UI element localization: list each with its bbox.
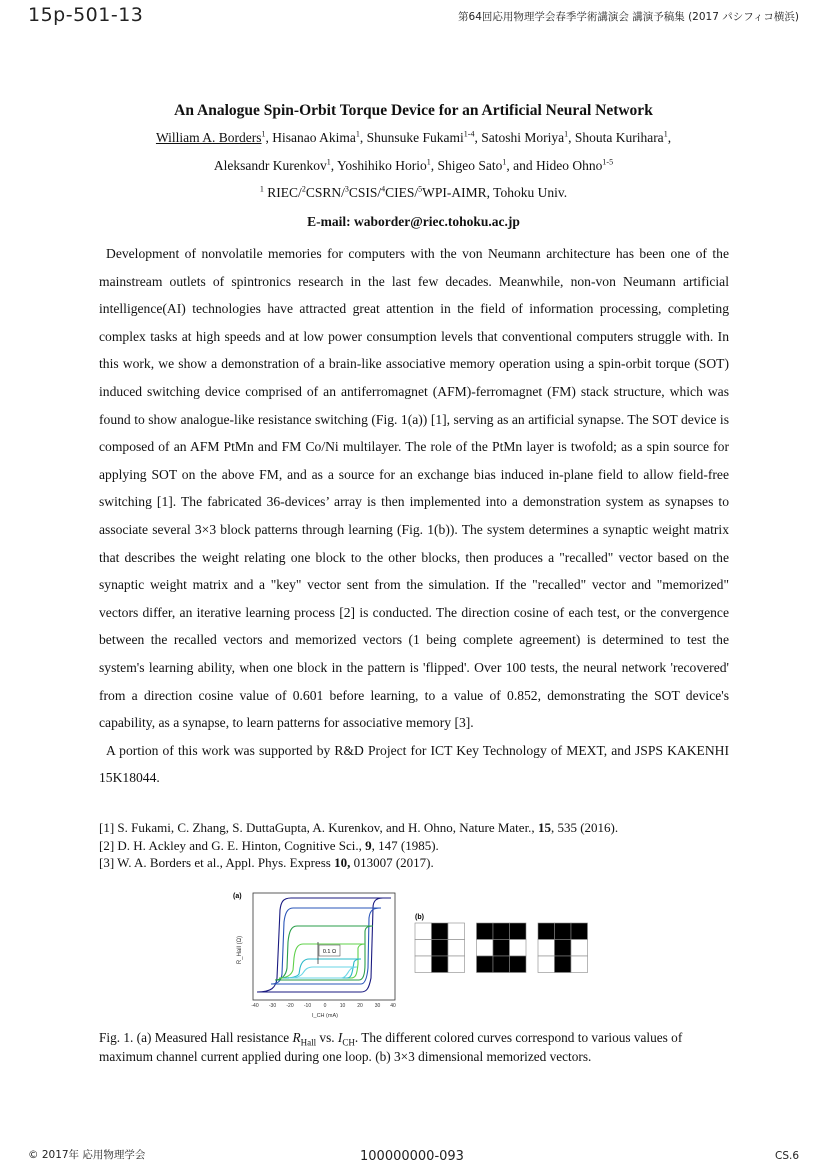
pattern-cell xyxy=(555,923,572,940)
x-tick-label: 20 xyxy=(357,1003,363,1009)
pattern-cell xyxy=(432,923,449,940)
pattern-cell xyxy=(555,940,572,957)
x-tick-label: 10 xyxy=(339,1003,346,1009)
pattern-cell xyxy=(510,956,527,973)
author-name: Aleksandr Kurenkov xyxy=(213,158,327,173)
pattern-cell xyxy=(493,923,510,940)
author-name: Hisanao Akima xyxy=(272,130,356,145)
x-tick-label: 0 xyxy=(323,1003,327,1009)
reference-item: [3] W. A. Borders et al., Appl. Phys. Express 10, 013007 (2017). xyxy=(99,855,434,870)
abstract-paragraph: Development of nonvolatile memories for computers with the von Neumann architecture has been one of the mainstream outlets of spintronics research in the last few decades. Meanwhile, non-von Neumann artificial intelligence(AI) technologies have attracted great attention in the field of information processing, completing complex tasks at high speeds and at low power consumption levels that conventional computers struggle with. In this work, we show a demonstration of a brain-like associative memory operation using a spin-orbit torque (SOT) induced switching device comprised of an antiferromagnet (AFM)-ferromagnet (FM) stack structure, which was found to show analogue-like resistance switching (Fig. 1(a)) [1], serving as an artificial synapse. The SOT device is composed of an AFM PtMn and FM Co/Ni multilayer. The role of the PtMn layer is twofold; as a spin source for applying SOT on the above FM, and as a source for an exchange bias induced in-plane field to allow field-free switching [1]. The fabricated 36-devices’ array is then implemented into a demonstration system as synapses to associate several 3×3 block patterns through learning (Fig. 1(b)). The system determines a synaptic weight matrix that describes the weight relating one block to the other blocks, then produces a "recalled" vector based on the synaptic weight matrix and a "key" vector sent from the simulation. If the "recalled" vector and "memorized" vectors differ, an iterative learning process [2] is conducted. The direction cosine of each test, or the convergence between the recalled vectors and memorized vectors (1 being complete agreement) is determined to test the system's learning ability, when one block in the pattern is 'flipped'. Over 100 tests, the neural network 'recovered' from a direction cosine value of 0.601 before learning, to a value of 0.852, demonstrating the SOT device's capability, as a synapse, to learn patterns for associative memory [3]. xyxy=(99,246,729,731)
abstract-body xyxy=(99,240,729,792)
author-affiliation: 1 xyxy=(326,157,331,167)
x-tick-label: -10 xyxy=(303,1003,312,1009)
affiliation-number: 3 xyxy=(344,184,349,194)
reference-item: [2] D. H. Ackley and G. E. Hinton, Cognitive Sci., 9, 147 (1985). xyxy=(99,837,439,853)
affiliation-number: 4 xyxy=(381,184,386,194)
session-code: 15p-501-13 xyxy=(28,4,144,26)
scale-annotation: 0.1 Ω xyxy=(322,949,337,955)
affiliation-name: CSRN/ xyxy=(305,185,345,200)
author-affiliation: 1 xyxy=(355,129,360,139)
figure-1 xyxy=(231,888,601,1020)
author-affiliation: 1 xyxy=(564,129,569,139)
pattern-cell xyxy=(493,940,510,957)
pattern-cell xyxy=(432,940,449,957)
pattern-cell xyxy=(415,956,432,973)
affiliation-name: RIEC/ xyxy=(267,185,302,200)
pattern-cell xyxy=(538,940,555,957)
author-affiliation: 1-4 xyxy=(463,129,475,139)
memorized-patterns xyxy=(415,923,588,973)
panel-b-label: (b) xyxy=(415,914,424,921)
pattern-cell xyxy=(538,956,555,973)
contact-email: E-mail: waborder@riec.tohoku.ac.jp xyxy=(307,214,520,229)
x-tick-labels xyxy=(251,1003,396,1009)
pattern-cell xyxy=(448,940,465,957)
x-tick-label: -30 xyxy=(268,1003,277,1009)
pattern-cell xyxy=(477,940,494,957)
author-name: Yoshihiko Horio xyxy=(337,158,427,173)
author-name: Shigeo Sato xyxy=(437,158,503,173)
pattern-cell xyxy=(415,940,432,957)
affiliation-number: 1 xyxy=(259,184,264,194)
x-tick-label: -40 xyxy=(251,1003,259,1009)
pattern-cell xyxy=(448,956,465,973)
affiliation-name: CSIS/ xyxy=(348,185,382,200)
author-list-line-1: William A. Borders$^1$, Hisanao Akima$^1$, Shunsuke Fukami$^{1-4}$, Satoshi Moriya$^1$, Shouta Kurihara$^1$, xyxy=(155,129,672,145)
pattern-cell xyxy=(477,956,494,973)
affiliation-number: 5 xyxy=(418,184,423,194)
x-tick-label: 30 xyxy=(374,1003,381,1009)
author-name: William A. Borders xyxy=(155,130,262,145)
reference-item: [1] S. Fukami, C. Zhang, S. DuttaGupta, A. Kurenkov, and H. Ohno, Nature Mater., 15, 535 (2016). xyxy=(99,820,619,835)
pattern-cell xyxy=(415,923,432,940)
pattern-cell xyxy=(432,956,449,973)
pattern-cell xyxy=(510,923,527,940)
reference-list xyxy=(99,819,739,872)
panel-a-label: (a) xyxy=(233,893,242,900)
y-axis-label: R_Hall (Ω) xyxy=(237,935,243,965)
author-name: Shouta Kurihara xyxy=(574,130,664,145)
pattern-cell xyxy=(493,956,510,973)
x-tick-label: 40 xyxy=(390,1003,396,1009)
acknowledgement-paragraph: A portion of this work was supported by R&D Project for ICT Key Technology of MEXT, and JSPS KAKENHI 15K18044. xyxy=(99,742,729,786)
affiliation-name: CIES/ xyxy=(385,185,419,200)
footer-page-code: CS.6 xyxy=(774,1150,799,1162)
pattern-cell xyxy=(538,923,555,940)
author-affiliation: 1 xyxy=(426,157,431,167)
figure-caption: Fig. 1. (a) Measured Hall resistance $R_{Hall}$ vs. $I_{CH}$. The different colored curves correspond to various values of maximum channel current applied during one loop. (b) 3×3 dimensional memorized vectors. xyxy=(99,1030,683,1064)
author-affiliation: 1 xyxy=(502,157,507,167)
pattern-cell xyxy=(555,956,572,973)
conference-name: 第64回応用物理学会春季学術講演会 講演予稿集 (2017 パシフィコ横浜) xyxy=(458,11,799,23)
pattern-cell xyxy=(571,940,588,957)
paper-title: An Analogue Spin-Orbit Torque Device for an Artificial Neural Network xyxy=(174,102,653,119)
author-affiliation: 1-5 xyxy=(602,157,614,167)
affiliation-line xyxy=(0,185,827,201)
footer-document-id: 100000000-093 xyxy=(360,1149,464,1164)
pattern-cell xyxy=(510,940,527,957)
affiliation-name: WPI-AIMR, Tohoku Univ. xyxy=(422,185,568,200)
author-affiliation: 1 xyxy=(261,129,266,139)
author-affiliation: 1 xyxy=(663,129,668,139)
author-list-line-2: Aleksandr Kurenkov$^1$, Yoshihiko Horio$^1$, Shigeo Sato$^1$, and Hideo Ohno$^{1-5}$ xyxy=(213,157,614,173)
pattern-cell xyxy=(448,923,465,940)
pattern-cell xyxy=(477,923,494,940)
pattern-cell xyxy=(571,956,588,973)
x-tick-label: -20 xyxy=(286,1003,294,1009)
author-name: Shunsuke Fukami xyxy=(366,130,464,145)
author-name: Satoshi Moriya xyxy=(481,130,565,145)
affiliation-number: 2 xyxy=(301,184,306,194)
pattern-cell xyxy=(571,923,588,940)
footer-copyright: © 2017年 応用物理学会 xyxy=(28,1149,146,1161)
x-axis-label: I_CH (mA) xyxy=(312,1013,338,1019)
author-name: Hideo Ohno xyxy=(536,158,603,173)
